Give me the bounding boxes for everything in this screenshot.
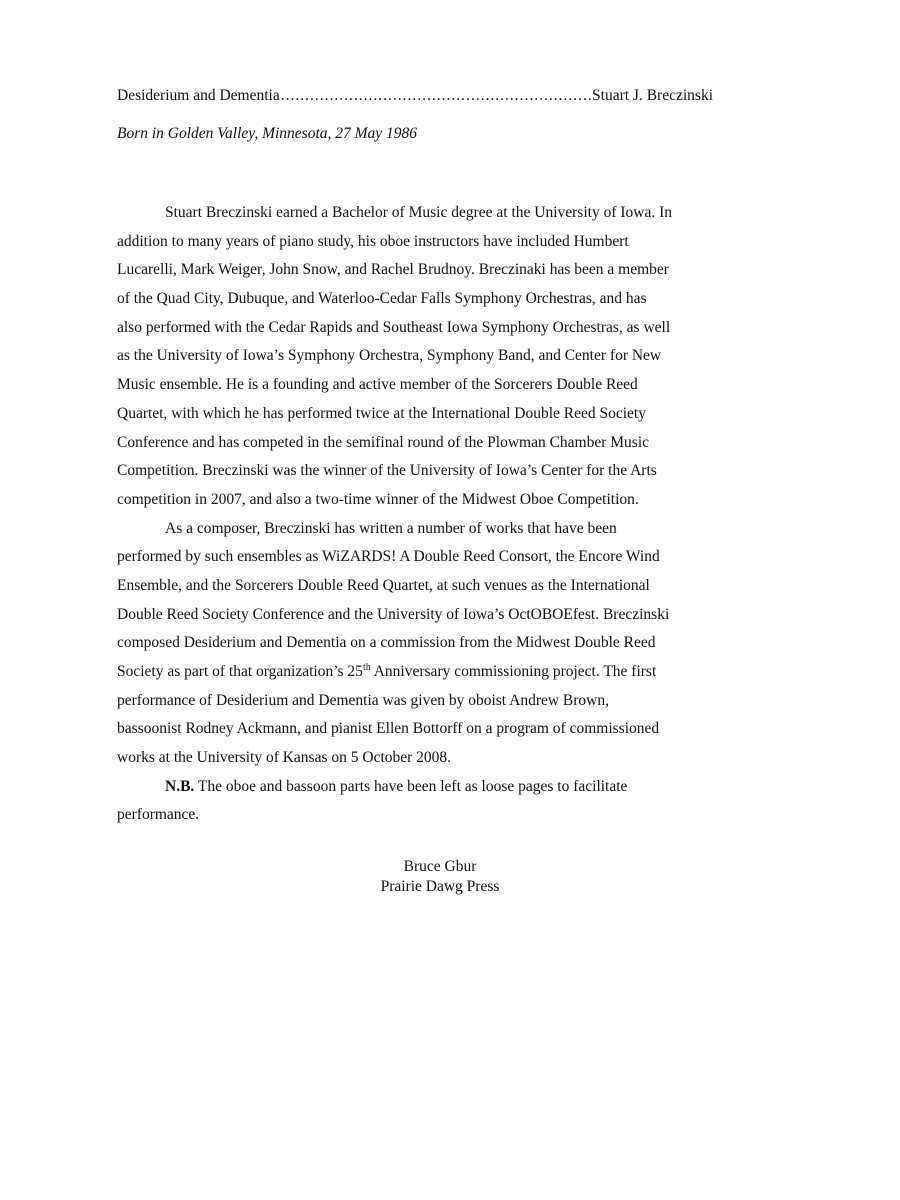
biography-text — [117, 199, 717, 830]
text-line: Music ensemble. He is a founding and active member of the Sorcerers Double Reed — [117, 376, 638, 394]
nb-text: The oboe and bassoon parts have been left as loose pages to facilitate — [194, 777, 628, 795]
piece-title: Desiderium and Dementia — [117, 87, 280, 104]
title-line — [117, 84, 713, 108]
text-line: performance. — [117, 806, 200, 824]
text-line: composed Desiderium and Dementia on a commission from the Midwest Double Reed — [117, 634, 656, 652]
birth-info: Born in Golden Valley, Minnesota, 27 May 1986 — [117, 125, 418, 142]
text-line: performance of Desiderium and Dementia was given by oboist Andrew Brown, — [117, 691, 609, 709]
text-line: Quartet, with which he has performed twice at the International Double Reed Society — [117, 404, 646, 422]
text-line: Competition. Breczinski was the winner of the University of Iowa’s Center for the Arts — [117, 462, 657, 480]
text-line: competition in 2007, and also a two-time winner of the Midwest Oboe Competition. — [117, 490, 639, 508]
text-segment: Society as part of that organization’s 25 — [117, 663, 363, 680]
signature-name: Bruce Gbur — [403, 858, 477, 875]
publisher-name: Prairie Dawg Press — [380, 878, 500, 895]
signature-block — [0, 857, 880, 897]
text-segment: Anniversary commissioning project. The first — [370, 663, 657, 680]
ordinal-suffix: th — [362, 662, 371, 673]
text-line — [117, 658, 717, 687]
nb-line — [117, 773, 717, 802]
nb-label: N.B. — [165, 777, 195, 795]
text-line: as the University of Iowa’s Symphony Orchestra, Symphony Band, and Center for New — [117, 347, 662, 365]
text-line: works at the University of Kansas on 5 October 2008. — [117, 749, 452, 767]
composer-name: Stuart J. Breczinski — [592, 87, 713, 104]
text-line: of the Quad City, Dubuque, and Waterloo-Cedar Falls Symphony Orchestras, and has — [117, 290, 647, 308]
text-line: Ensemble, and the Sorcerers Double Reed Quartet, at such venues as the International — [117, 576, 650, 594]
text-line: Stuart Breczinski earned a Bachelor of Music degree at the University of Iowa. In — [165, 204, 673, 221]
text-line: Double Reed Society Conference and the University of Iowa’s OctOBOEfest. Breczinski — [117, 605, 670, 623]
text-line: As a composer, Breczinski has written a number of works that have been — [165, 519, 617, 537]
text-line: Conference and has competed in the semifinal round of the Plowman Chamber Music — [117, 433, 650, 451]
text-line: also performed with the Cedar Rapids and Southeast Iowa Symphony Orchestras, as well — [117, 318, 671, 336]
text-line: bassoonist Rodney Ackmann, and pianist Ellen Bottorff on a program of commissioned — [117, 720, 660, 738]
dot-leader — [281, 84, 591, 108]
text-line: Lucarelli, Mark Weiger, John Snow, and Rachel Brudnoy. Breczinaki has been a member — [117, 261, 669, 279]
text-line: performed by such ensembles as WiZARDS! A Double Reed Consort, the Encore Wind — [117, 548, 660, 566]
text-line: addition to many years of piano study, his oboe instructors have included Humbert — [117, 232, 629, 250]
